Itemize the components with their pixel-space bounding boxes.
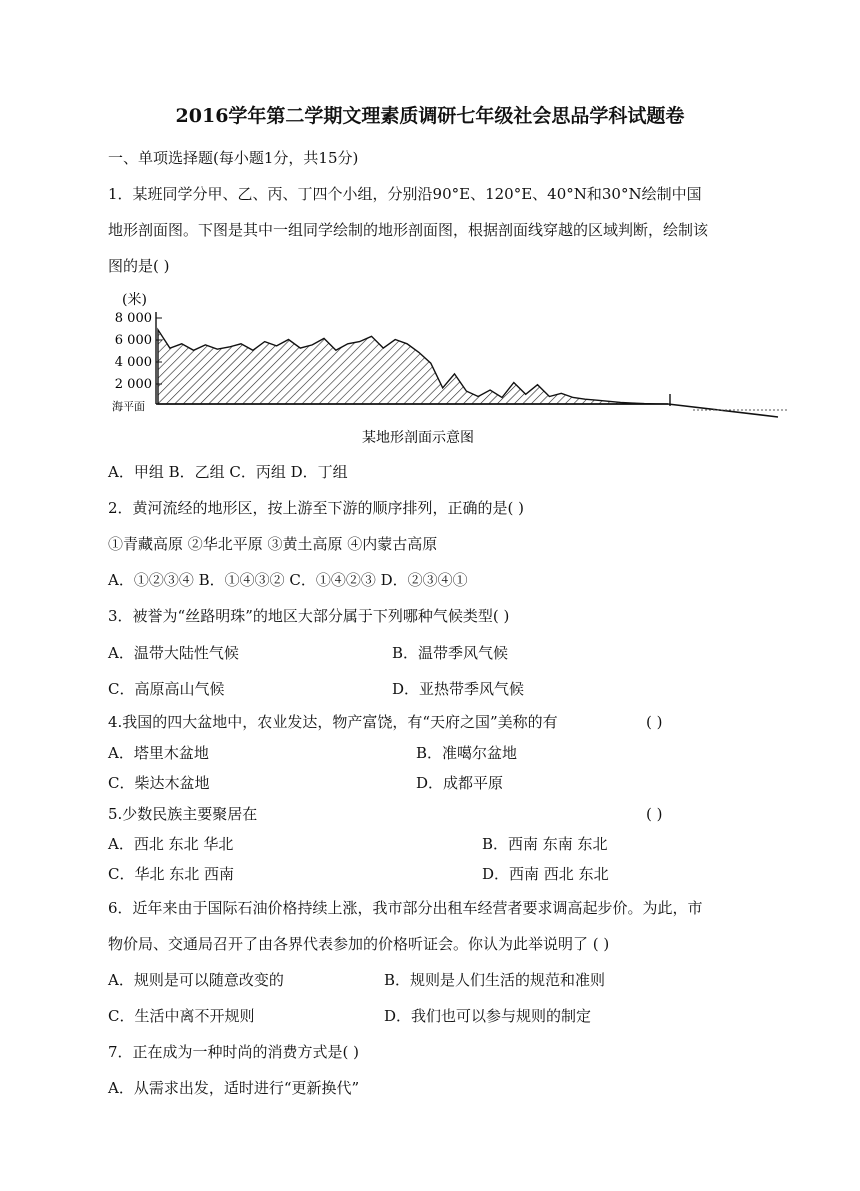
terrain-profile-chart (108, 292, 788, 452)
question-6-option-c: C．生活中离不开规则 (108, 1007, 255, 1025)
question-5-option-b: B．西南 东南 东北 (482, 835, 608, 853)
question-6-option-b: B．规则是人们生活的规范和准则 (384, 971, 606, 989)
question-1-options: A．甲组 B．乙组 C．丙组 D．丁组 (108, 463, 348, 481)
question-3-option-c: C．高原高山气候 (108, 680, 225, 698)
chart-sea-level-label: 海平面 (112, 400, 145, 413)
chart-ytick-4000: 4 000 (114, 355, 152, 370)
question-1-stem-line-2: 地形剖面图。下图是其中一组同学绘制的地形剖面图，根据剖面线穿越的区域判断，绘制该 (108, 221, 709, 239)
question-4-option-a: A．塔里木盆地 (108, 744, 209, 762)
question-3-option-b: B．温带季风气候 (392, 644, 509, 662)
chart-ytick-8000: 8 000 (114, 311, 152, 326)
question-1-stem-line-1: 1．某班同学分甲、乙、丙、丁四个小组，分别沿90°E、120°E、40°N和30°N绘制中国 (108, 185, 702, 203)
question-1-stem-line-3: 图的是( ) (108, 257, 170, 275)
question-7-stem: 7．正在成为一种时尚的消费方式是( ) (108, 1043, 360, 1061)
question-4-option-d: D．成都平原 (416, 774, 504, 792)
question-5-stem: 5.少数民族主要聚居在 (108, 805, 258, 823)
question-4-option-b: B．准噶尔盆地 (416, 744, 518, 762)
question-6-stem-line-2: 物价局、交通局召开了由各界代表参加的价格听证会。你认为此举说明了 ( ) (108, 935, 610, 953)
question-2-items: ①青藏高原 ②华北平原 ③黄土高原 ④内蒙古高原 (108, 535, 438, 553)
section-heading: 一、单项选择题(每小题1分，共15分) (108, 149, 359, 167)
question-6-option-d: D．我们也可以参与规则的制定 (384, 1007, 592, 1025)
question-2-stem: 2．黄河流经的地形区，按上游至下游的顺序排列，正确的是( ) (108, 499, 525, 517)
chart-ytick-6000: 6 000 (114, 333, 152, 348)
chart-y-label: (米) (122, 292, 147, 308)
chart-title: 某地形剖面示意图 (362, 430, 474, 446)
question-3-stem: 3．被誉为“丝路明珠”的地区大部分属于下列哪种气候类型( ) (108, 607, 510, 625)
question-5-answer-paren: ( ) (646, 805, 663, 823)
question-5-option-d: D．西南 西北 东北 (482, 865, 609, 883)
question-3-option-a: A．温带大陆性气候 (108, 644, 239, 662)
question-4-stem: 4.我国的四大盆地中，农业发达，物产富饶，有“天府之国”美称的有 (108, 713, 558, 731)
question-7-option-a: A．从需求出发，适时进行“更新换代” (108, 1079, 360, 1097)
question-6-option-a: A．规则是可以随意改变的 (108, 971, 284, 989)
question-3-option-d: D．亚热带季风气候 (392, 680, 525, 698)
question-6-stem-line-1: 6．近年来由于国际石油价格持续上涨，我市部分出租车经营者要求调高起步价。为此，市 (108, 899, 703, 917)
page-title: 2016学年第二学期文理素质调研七年级社会思品学科试题卷 (175, 105, 685, 127)
question-5-option-a: A．西北 东北 华北 (108, 835, 234, 853)
question-4-answer-paren: ( ) (646, 713, 663, 731)
question-4-option-c: C．柴达木盆地 (108, 774, 210, 792)
chart-ytick-2000: 2 000 (114, 377, 152, 392)
question-5-option-c: C．华北 东北 西南 (108, 865, 235, 883)
terrain-profile-area (158, 330, 668, 404)
question-2-options: A．①②③④ B．①④③② C．①④②③ D．②③④① (108, 571, 468, 589)
